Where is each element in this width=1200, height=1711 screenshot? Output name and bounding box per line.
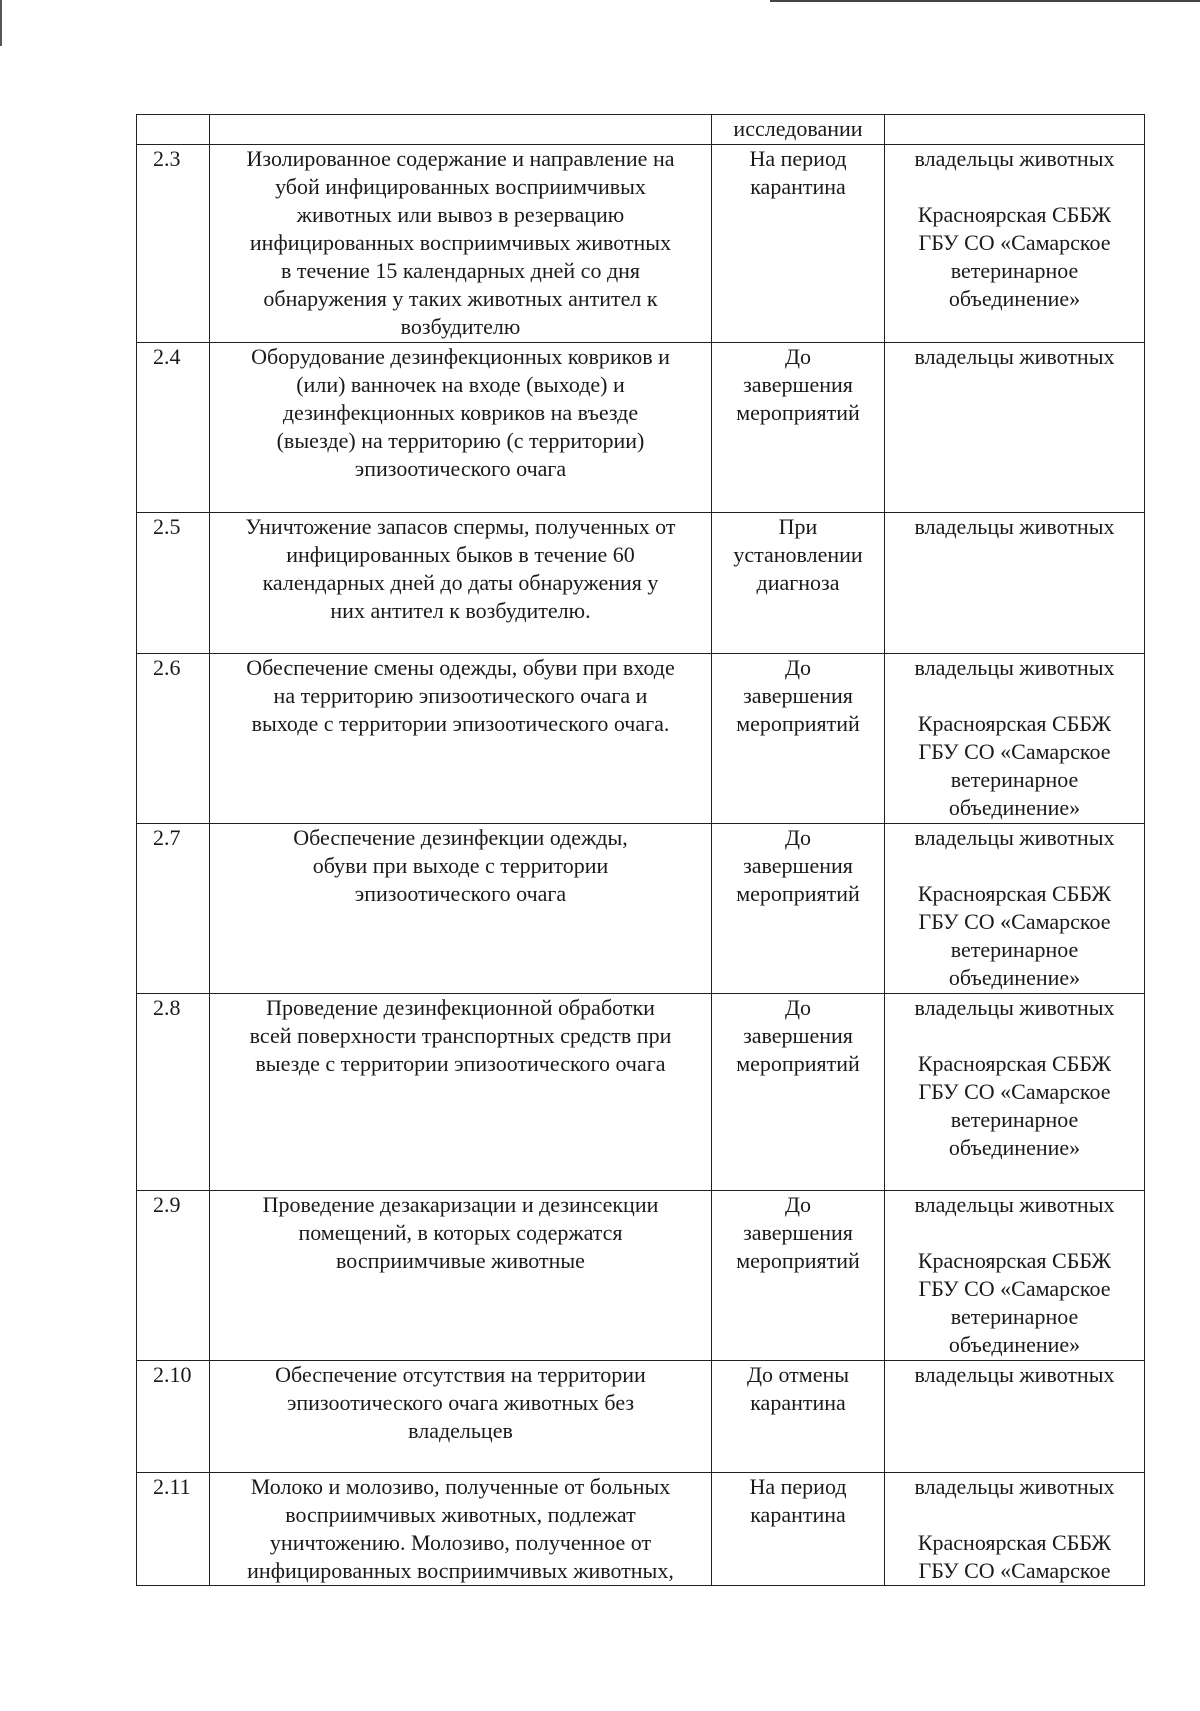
row-number: 2.4 bbox=[137, 343, 210, 513]
responsible-line bbox=[891, 682, 1138, 710]
responsible-cell bbox=[885, 115, 1145, 145]
term-line: завершения bbox=[743, 1220, 853, 1245]
term-line: При bbox=[778, 514, 818, 539]
measure-description bbox=[210, 1473, 712, 1586]
responsible-line: объединение» bbox=[948, 1135, 1081, 1160]
responsible-cell bbox=[885, 343, 1145, 513]
responsible-line: ГБУ СО «Самарское bbox=[918, 909, 1111, 934]
term-line: карантина bbox=[750, 1390, 846, 1415]
responsible-line: Красноярская СББЖ bbox=[917, 1248, 1112, 1273]
term-text: исследовании bbox=[733, 116, 863, 141]
row-number: 2.5 bbox=[137, 513, 210, 654]
responsible-line: Красноярская СББЖ bbox=[917, 1530, 1112, 1555]
term-line: До bbox=[784, 1192, 811, 1217]
responsible-line: ветеринарное bbox=[950, 258, 1079, 283]
term-line: До bbox=[784, 825, 811, 850]
description-line: на территорию эпизоотического очага и bbox=[273, 683, 648, 708]
table-row bbox=[137, 1473, 1145, 1586]
measure-description bbox=[210, 824, 712, 994]
description-line: в течение 15 календарных дней со дня bbox=[280, 258, 641, 283]
responsible-line: ГБУ СО «Самарское bbox=[918, 1276, 1111, 1301]
description-line: восприимчивых животных, подлежат bbox=[285, 1502, 636, 1527]
term-line: мероприятий bbox=[736, 1248, 860, 1273]
responsible-line: владельцы животных bbox=[914, 825, 1115, 850]
measure-description bbox=[210, 1191, 712, 1361]
term-line: До bbox=[784, 655, 811, 680]
responsible-line: владельцы животных bbox=[914, 995, 1115, 1020]
responsible-line bbox=[891, 852, 1138, 880]
responsible-line: владельцы животных bbox=[914, 1474, 1115, 1499]
row-number bbox=[137, 115, 210, 145]
row-number: 2.3 bbox=[137, 145, 210, 343]
measure-description bbox=[210, 654, 712, 824]
responsible-cell bbox=[885, 1361, 1145, 1473]
term-line: карантина bbox=[750, 1502, 846, 1527]
responsible-line: владельцы животных bbox=[914, 1362, 1115, 1387]
scan-edge-mark bbox=[0, 0, 2, 46]
description-line: Проведение дезинфекционной обработки bbox=[266, 995, 655, 1020]
responsible-line: ГБУ СО «Самарское bbox=[918, 739, 1111, 764]
description-line: Обеспечение смены одежды, обуви при входе bbox=[246, 655, 675, 680]
description-line: животных или вывоз в резервацию bbox=[296, 202, 625, 227]
row-number: 2.11 bbox=[137, 1473, 210, 1586]
term-line: мероприятий bbox=[736, 711, 860, 736]
responsible-line: ГБУ СО «Самарское bbox=[918, 230, 1111, 255]
description-line: Обеспечение отсутствия на территории bbox=[275, 1362, 646, 1387]
responsible-line: владельцы животных bbox=[914, 655, 1115, 680]
description-line: Оборудование дезинфекционных ковриков и bbox=[251, 344, 670, 369]
description-line: возбудителю bbox=[400, 314, 521, 339]
term-line: На период bbox=[749, 146, 847, 171]
responsible-cell bbox=[885, 145, 1145, 343]
responsible-line: объединение» bbox=[948, 286, 1081, 311]
responsible-line: владельцы животных bbox=[914, 514, 1115, 539]
description-line: дезинфекционных ковриков на въезде bbox=[282, 400, 639, 425]
description-line: владельцев bbox=[408, 1418, 513, 1443]
table-row bbox=[137, 115, 1145, 145]
responsible-line: Красноярская СББЖ bbox=[917, 711, 1112, 736]
term-cell bbox=[712, 1361, 885, 1473]
term-line: До отмены bbox=[746, 1362, 850, 1387]
table-row bbox=[137, 343, 1145, 513]
description-line: обнаружения у таких животных антител к bbox=[263, 286, 658, 311]
term-line: завершения bbox=[743, 853, 853, 878]
term-cell bbox=[712, 145, 885, 343]
term-line: мероприятий bbox=[736, 1051, 860, 1076]
responsible-cell bbox=[885, 824, 1145, 994]
table-row bbox=[137, 654, 1145, 824]
responsible-line bbox=[891, 1219, 1138, 1247]
term-line: карантина bbox=[750, 174, 846, 199]
description-line: (или) ванночек на входе (выходе) и bbox=[296, 372, 625, 397]
description-line: выходе с территории эпизоотического очага. bbox=[251, 711, 670, 736]
description-line: обуви при выходе с территории bbox=[312, 853, 609, 878]
term-cell bbox=[712, 115, 885, 145]
measure-description bbox=[210, 343, 712, 513]
measure-description bbox=[210, 994, 712, 1191]
row-number: 2.6 bbox=[137, 654, 210, 824]
row-number: 2.10 bbox=[137, 1361, 210, 1473]
table-row bbox=[137, 994, 1145, 1191]
term-line: На период bbox=[749, 1474, 847, 1499]
responsible-line: владельцы животных bbox=[914, 344, 1115, 369]
table-row bbox=[137, 513, 1145, 654]
term-line: завершения bbox=[743, 1023, 853, 1048]
term-line: установлении bbox=[733, 542, 863, 567]
measure-description bbox=[210, 145, 712, 343]
description-line: эпизоотического очага bbox=[354, 456, 567, 481]
description-line: Изолированное содержание и направление на bbox=[246, 146, 675, 171]
responsible-line: ветеринарное bbox=[950, 1107, 1079, 1132]
responsible-line bbox=[891, 1501, 1138, 1529]
description-line: Уничтожение запасов спермы, полученных от bbox=[245, 514, 676, 539]
responsible-cell bbox=[885, 513, 1145, 654]
term-cell bbox=[712, 343, 885, 513]
term-line: завершения bbox=[743, 683, 853, 708]
responsible-line: Красноярская СББЖ bbox=[917, 202, 1112, 227]
term-cell bbox=[712, 994, 885, 1191]
term-cell bbox=[712, 1191, 885, 1361]
measure-description bbox=[210, 1361, 712, 1473]
measures-table bbox=[136, 114, 1145, 1586]
responsible-line: Красноярская СББЖ bbox=[917, 881, 1112, 906]
description-line: инфицированных восприимчивых животных bbox=[249, 230, 672, 255]
row-number: 2.9 bbox=[137, 1191, 210, 1361]
responsible-line: объединение» bbox=[948, 1332, 1081, 1357]
table-row bbox=[137, 1191, 1145, 1361]
description-line: (выезде) на территорию (с территории) bbox=[276, 428, 645, 453]
responsible-line bbox=[891, 173, 1138, 201]
responsible-line: ветеринарное bbox=[950, 1304, 1079, 1329]
responsible-cell bbox=[885, 654, 1145, 824]
responsible-cell bbox=[885, 994, 1145, 1191]
description-line: Проведение дезакаризации и дезинсекции bbox=[262, 1192, 659, 1217]
term-cell bbox=[712, 654, 885, 824]
table-row bbox=[137, 1361, 1145, 1473]
description-line: убой инфицированных восприимчивых bbox=[275, 174, 646, 199]
measure-description bbox=[210, 513, 712, 654]
responsible-line: объединение» bbox=[948, 795, 1081, 820]
measure-description bbox=[210, 115, 712, 145]
description-line: календарных дней до даты обнаружения у bbox=[262, 570, 659, 595]
description-line: инфицированных быков в течение 60 bbox=[286, 542, 635, 567]
scan-edge-mark bbox=[770, 0, 1200, 2]
term-line: завершения bbox=[743, 372, 853, 397]
table-row bbox=[137, 145, 1145, 343]
term-cell bbox=[712, 1473, 885, 1586]
responsible-line: Красноярская СББЖ bbox=[917, 1051, 1112, 1076]
term-line: диагноза bbox=[756, 570, 840, 595]
table-row bbox=[137, 824, 1145, 994]
responsible-line: ветеринарное bbox=[950, 767, 1079, 792]
description-line: Молоко и молозиво, полученные от больных bbox=[250, 1474, 671, 1499]
description-line: эпизоотического очага bbox=[354, 881, 567, 906]
responsible-line: ГБУ СО «Самарское bbox=[918, 1079, 1111, 1104]
responsible-line: объединение» bbox=[948, 965, 1081, 990]
term-line: мероприятий bbox=[736, 881, 860, 906]
term-line: До bbox=[784, 344, 811, 369]
responsible-line: ГБУ СО «Самарское bbox=[918, 1558, 1111, 1583]
row-number: 2.7 bbox=[137, 824, 210, 994]
row-number: 2.8 bbox=[137, 994, 210, 1191]
description-line: уничтожению. Молозиво, полученное от bbox=[269, 1530, 652, 1555]
description-line: помещений, в которых содержатся bbox=[298, 1220, 623, 1245]
description-line: них антител к возбудителю. bbox=[330, 598, 591, 623]
description-line: Обеспечение дезинфекции одежды, bbox=[293, 825, 628, 850]
description-line: эпизоотического очага животных без bbox=[286, 1390, 635, 1415]
description-line: восприимчивые животные bbox=[336, 1248, 585, 1273]
responsible-line bbox=[891, 1022, 1138, 1050]
description-line: всей поверхности транспортных средств при bbox=[249, 1023, 672, 1048]
term-cell bbox=[712, 824, 885, 994]
term-line: мероприятий bbox=[736, 400, 860, 425]
description-line: инфицированных восприимчивых животных, bbox=[247, 1558, 674, 1583]
responsible-cell bbox=[885, 1191, 1145, 1361]
responsible-cell bbox=[885, 1473, 1145, 1586]
term-cell bbox=[712, 513, 885, 654]
description-line: выезде с территории эпизоотического очага bbox=[255, 1051, 666, 1076]
responsible-line: владельцы животных bbox=[914, 146, 1115, 171]
responsible-line: ветеринарное bbox=[950, 937, 1079, 962]
responsible-line: владельцы животных bbox=[914, 1192, 1115, 1217]
term-line: До bbox=[784, 995, 811, 1020]
